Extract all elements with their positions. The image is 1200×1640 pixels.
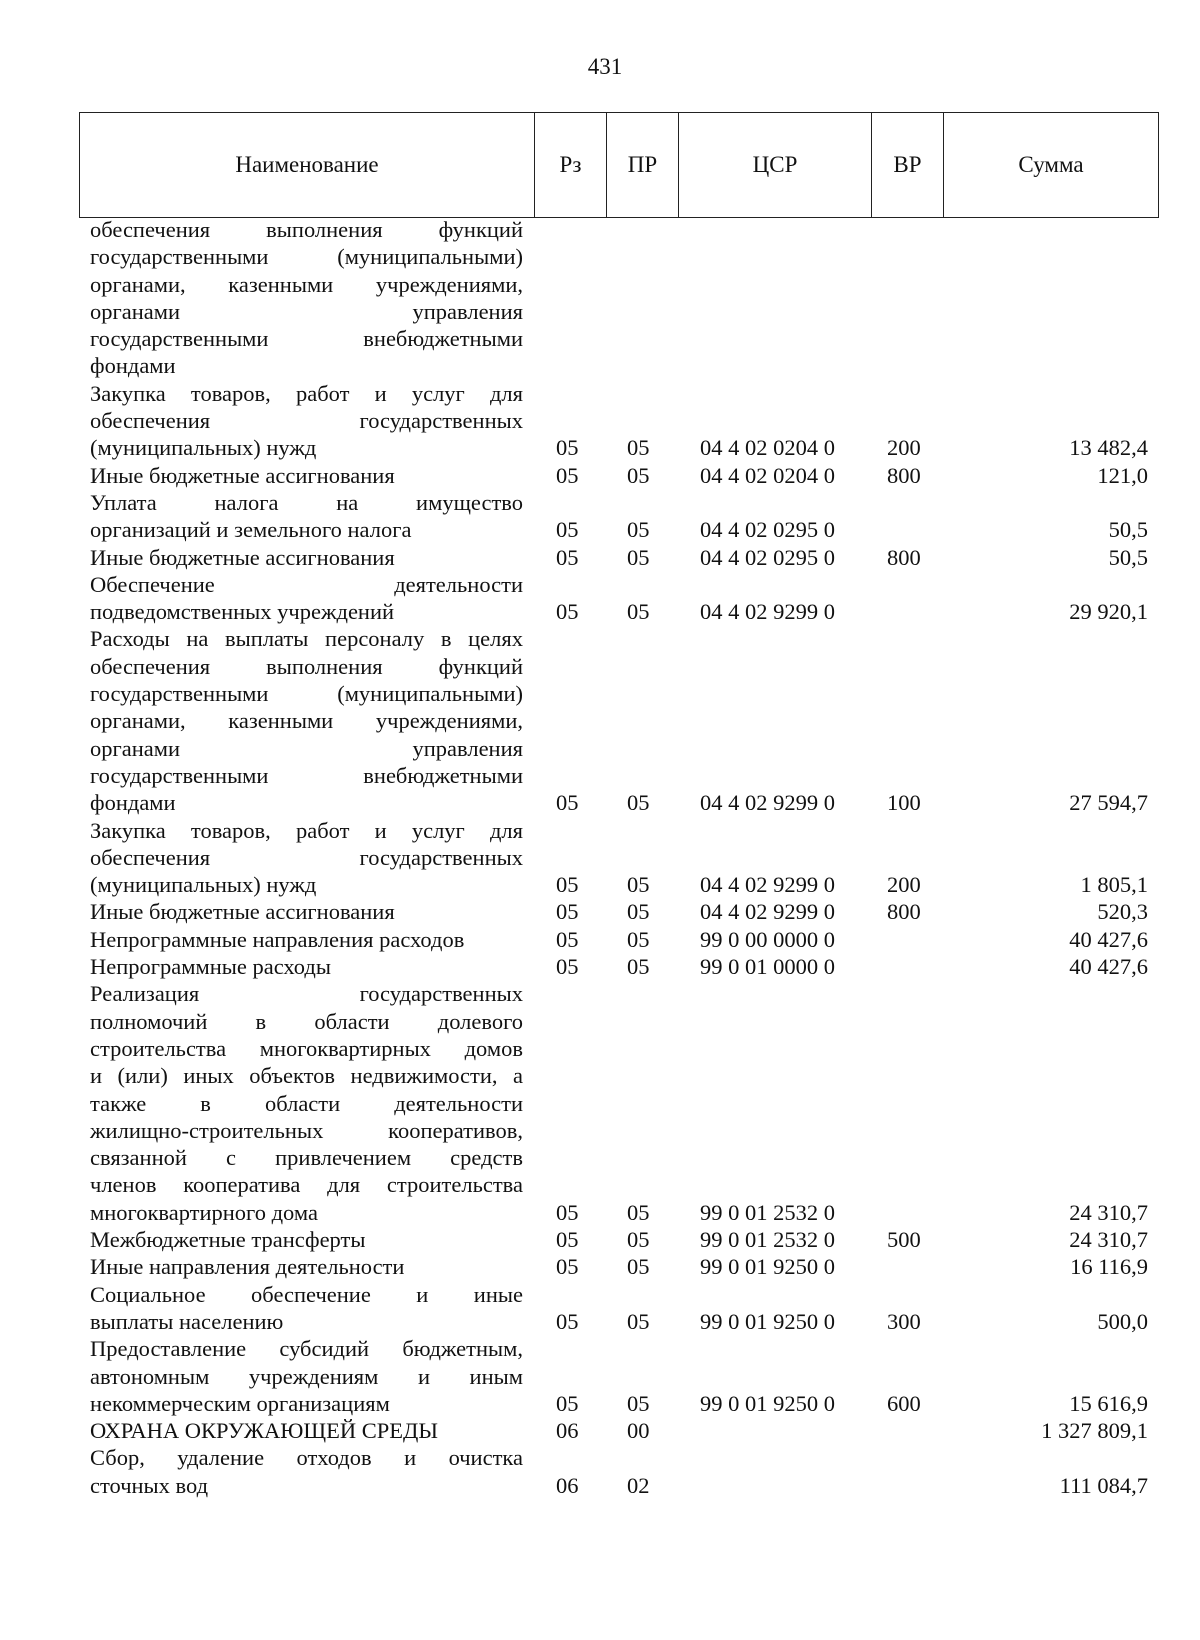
- row-pr: 05: [627, 1308, 650, 1334]
- row-name-line: Межбюджетные трансферты: [90, 1227, 366, 1253]
- row-sum: 24 310,7: [1069, 1227, 1148, 1253]
- row-name-line: автономным учреждениям и иным: [90, 1363, 523, 1389]
- row-name-line: органами управления: [90, 298, 523, 324]
- row-csr: 04 4 02 9299 0: [700, 872, 835, 898]
- row-vr: 800: [887, 899, 921, 925]
- row-name: [90, 544, 523, 571]
- row-vr: 500: [887, 1227, 921, 1253]
- row-csr: 99 0 01 2532 0: [700, 1199, 835, 1225]
- row-sum: 111 084,7: [1059, 1472, 1148, 1498]
- row-name: [90, 1281, 523, 1336]
- row-name-line: государственными внебюджетными: [90, 326, 523, 352]
- row-pr: 05: [627, 790, 650, 816]
- row-name-line: обеспечения государственных: [90, 844, 523, 870]
- table-row: [0, 544, 1200, 571]
- row-sum: 16 116,9: [1070, 1254, 1148, 1280]
- table-row: [0, 898, 1200, 925]
- row-name-line: государственными (муниципальными): [90, 681, 523, 707]
- table-row: [0, 571, 1200, 626]
- header-vr: ВР: [871, 113, 943, 217]
- row-csr: 04 4 02 9299 0: [700, 899, 835, 925]
- table-row: [0, 1226, 1200, 1253]
- row-csr: 04 4 02 9299 0: [700, 599, 835, 625]
- row-name: [90, 898, 523, 925]
- row-name-line: органами, казенными учреждениями,: [90, 271, 523, 297]
- row-sum: 29 920,1: [1069, 599, 1148, 625]
- table-row: [0, 953, 1200, 980]
- row-csr: 04 4 02 0295 0: [700, 544, 835, 570]
- row-sum: 40 427,6: [1069, 954, 1148, 980]
- row-name-line: жилищно-строительных кооперативов,: [90, 1117, 523, 1143]
- table-row: [0, 489, 1200, 544]
- row-sum: 15 616,9: [1069, 1390, 1148, 1416]
- table-row: [0, 625, 1200, 816]
- row-pr: 05: [627, 544, 650, 570]
- row-name-line: Расходы на выплаты персоналу в целях: [90, 626, 523, 652]
- row-sum: 40 427,6: [1069, 926, 1148, 952]
- header-pr: ПР: [606, 113, 678, 217]
- table-row: [0, 1281, 1200, 1336]
- row-pr: 05: [627, 1254, 650, 1280]
- row-name-line: государственными внебюджетными: [90, 762, 523, 788]
- row-pr: 05: [627, 1227, 650, 1253]
- row-name: [90, 216, 523, 380]
- row-rz: 05: [556, 599, 579, 625]
- row-name-line: Социальное обеспечение и иные: [90, 1281, 523, 1307]
- row-sum: 50,5: [1108, 517, 1148, 543]
- row-rz: 05: [556, 1254, 579, 1280]
- row-name-line: органами, казенными учреждениями,: [90, 708, 523, 734]
- row-rz: 05: [556, 435, 579, 461]
- row-name-line: Уплата налога на имущество: [90, 489, 523, 515]
- row-pr: 05: [627, 954, 650, 980]
- row-name-line: также в области деятельности: [90, 1090, 523, 1116]
- row-name-line: Обеспечение деятельности: [90, 571, 523, 597]
- row-vr: 600: [887, 1390, 921, 1416]
- row-csr: 04 4 02 0204 0: [700, 462, 835, 488]
- row-csr: 99 0 01 9250 0: [700, 1390, 835, 1416]
- row-name-line: Иные бюджетные ассигнования: [90, 899, 395, 925]
- row-name: [90, 571, 523, 626]
- table-row: [0, 817, 1200, 899]
- row-name: [90, 1226, 523, 1253]
- row-name: [90, 380, 523, 462]
- row-name-line: обеспечения выполнения функций: [90, 217, 523, 242]
- row-csr: 99 0 00 0000 0: [700, 926, 835, 952]
- row-name-line: Реализация государственных: [90, 981, 523, 1007]
- row-vr: 100: [887, 790, 921, 816]
- row-name-line: Закупка товаров, работ и услуг для: [90, 817, 523, 843]
- row-name: [90, 817, 523, 899]
- row-name-line: многоквартирного дома: [90, 1199, 318, 1225]
- row-rz: 05: [556, 462, 579, 488]
- row-rz: 06: [556, 1418, 579, 1444]
- row-name: [90, 1444, 523, 1499]
- row-name-line: подведомственных учреждений: [90, 599, 395, 625]
- row-name-line: и (или) иных объектов недвижимости, а: [90, 1063, 523, 1089]
- row-sum: 500,0: [1097, 1308, 1148, 1334]
- row-name-line: членов кооператива для строительства: [90, 1172, 523, 1198]
- table-row: [0, 1253, 1200, 1280]
- row-name-line: (муниципальных) нужд: [90, 872, 317, 898]
- row-name-line: связанной с привлечением средств: [90, 1145, 523, 1171]
- row-pr: 05: [627, 517, 650, 543]
- row-csr: 04 4 02 9299 0: [700, 790, 835, 816]
- row-name-line: Иные направления деятельности: [90, 1254, 405, 1280]
- row-rz: 05: [556, 790, 579, 816]
- row-name-line: организаций и земельного налога: [90, 517, 412, 543]
- row-sum: 13 482,4: [1069, 435, 1148, 461]
- row-pr: 05: [627, 1199, 650, 1225]
- row-pr: 00: [627, 1418, 650, 1444]
- row-sum: 24 310,7: [1069, 1199, 1148, 1225]
- row-rz: 05: [556, 1227, 579, 1253]
- row-name-line: ОХРАНА ОКРУЖАЮЩЕЙ СРЕДЫ: [90, 1418, 438, 1444]
- row-csr: 04 4 02 0295 0: [700, 517, 835, 543]
- row-pr: 05: [627, 926, 650, 952]
- table-header: [79, 112, 1159, 218]
- row-rz: 06: [556, 1472, 579, 1498]
- row-vr: 300: [887, 1308, 921, 1334]
- row-rz: 05: [556, 517, 579, 543]
- row-csr: 99 0 01 9250 0: [700, 1308, 835, 1334]
- row-name-line: (муниципальных) нужд: [90, 435, 317, 461]
- table-row: [0, 1417, 1200, 1444]
- row-pr: 05: [627, 599, 650, 625]
- row-sum: 50,5: [1108, 544, 1148, 570]
- row-sum: 1 805,1: [1080, 872, 1148, 898]
- row-csr: 04 4 02 0204 0: [700, 435, 835, 461]
- table-row: [0, 926, 1200, 953]
- header-name: Наименование: [235, 152, 379, 177]
- row-name: [90, 489, 523, 544]
- row-name-line: сточных вод: [90, 1472, 209, 1498]
- table-row: [0, 980, 1200, 1226]
- row-pr: 05: [627, 435, 650, 461]
- row-pr: 05: [627, 462, 650, 488]
- row-name: [90, 1335, 523, 1417]
- row-rz: 05: [556, 872, 579, 898]
- row-rz: 05: [556, 899, 579, 925]
- row-csr: 99 0 01 0000 0: [700, 954, 835, 980]
- row-vr: 800: [887, 544, 921, 570]
- row-name-line: фондами: [90, 790, 176, 816]
- row-name-line: Непрограммные направления расходов: [90, 926, 465, 952]
- row-pr: 02: [627, 1472, 650, 1498]
- header-sum: Сумма: [943, 113, 1158, 217]
- row-name-line: строительства многоквартирных домов: [90, 1035, 523, 1061]
- row-rz: 05: [556, 926, 579, 952]
- row-pr: 05: [627, 899, 650, 925]
- row-rz: 05: [556, 1308, 579, 1334]
- page-number: 431: [587, 54, 623, 79]
- table-row: [0, 462, 1200, 489]
- row-vr: 200: [887, 872, 921, 898]
- row-name: [90, 953, 523, 980]
- row-sum: 27 594,7: [1069, 790, 1148, 816]
- row-sum: 1 327 809,1: [1041, 1418, 1148, 1444]
- table-body: [0, 216, 1200, 1499]
- row-vr: 200: [887, 435, 921, 461]
- row-pr: 05: [627, 872, 650, 898]
- row-csr: 99 0 01 9250 0: [700, 1254, 835, 1280]
- row-name-line: обеспечения государственных: [90, 408, 523, 434]
- table-row: [0, 380, 1200, 462]
- row-name-line: Предоставление субсидий бюджетным,: [90, 1336, 523, 1362]
- table-row: [0, 216, 1200, 380]
- row-name: [90, 980, 523, 1226]
- table-row: [0, 1444, 1200, 1499]
- row-name: [90, 1417, 523, 1444]
- row-name-line: государственными (муниципальными): [90, 244, 523, 270]
- row-pr: 05: [627, 1390, 650, 1416]
- row-rz: 05: [556, 544, 579, 570]
- row-rz: 05: [556, 1199, 579, 1225]
- row-name: [90, 1253, 523, 1280]
- row-name-line: Сбор, удаление отходов и очистка: [90, 1445, 523, 1471]
- row-rz: 05: [556, 954, 579, 980]
- header-rz: Рз: [534, 113, 606, 217]
- row-name-line: Закупка товаров, работ и услуг для: [90, 380, 523, 406]
- row-rz: 05: [556, 1390, 579, 1416]
- row-name-line: выплаты населению: [90, 1308, 284, 1334]
- row-name: [90, 462, 523, 489]
- row-name-line: обеспечения выполнения функций: [90, 653, 523, 679]
- row-name-line: органами управления: [90, 735, 523, 761]
- row-sum: 121,0: [1097, 462, 1148, 488]
- row-name-line: Иные бюджетные ассигнования: [90, 544, 395, 570]
- row-csr: 99 0 01 2532 0: [700, 1227, 835, 1253]
- row-sum: 520,3: [1097, 899, 1148, 925]
- table-row: [0, 1335, 1200, 1417]
- row-name-line: Иные бюджетные ассигнования: [90, 462, 395, 488]
- row-name: [90, 926, 523, 953]
- row-vr: 800: [887, 462, 921, 488]
- row-name: [90, 625, 523, 816]
- row-name-line: полномочий в области долевого: [90, 1008, 523, 1034]
- row-name-line: некоммерческим организациям: [90, 1390, 390, 1416]
- row-name-line: фондами: [90, 353, 176, 379]
- row-name-line: Непрограммные расходы: [90, 954, 331, 980]
- header-csr: ЦСР: [678, 113, 871, 217]
